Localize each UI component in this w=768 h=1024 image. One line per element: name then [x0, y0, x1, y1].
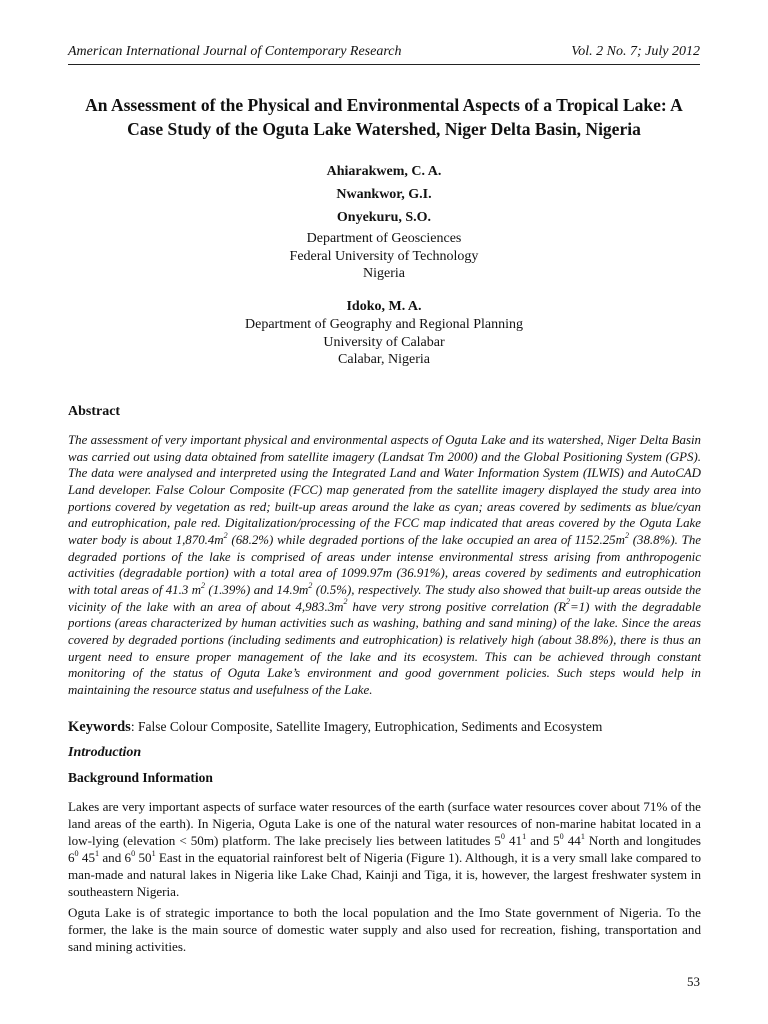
abstract-segment: (68.2%) while degraded portions of the lake occupied an area of 1152.25m	[227, 532, 625, 547]
page-number: 53	[687, 974, 700, 989]
affiliation-line: Department of Geography and Regional Planning	[245, 317, 523, 332]
superscript: 0	[500, 832, 505, 842]
header-rule	[68, 64, 700, 65]
author-name: Ahiarakwem, C. A.	[326, 164, 442, 179]
abstract-text	[68, 432, 701, 699]
superscript: 2	[308, 580, 313, 590]
abstract-segment: (38.8%). The degraded portions of the lake is comprised of areas under intense environmental stress arising from anthropogenic activities (degradable portion) with a total area of 1099.97m (36.91%), areas covered by sediments and eutrophication with total areas of 41.3 m	[68, 532, 702, 597]
abstract-segment: (1.39%) and 14.9m	[205, 582, 309, 597]
abstract-segment: have very strong positive correlation (R	[347, 599, 566, 614]
abstract-segment: =1) with the degradable portions (areas characterized by human activities such as washing, bathing and sand mining) of the lake. Since the areas covered by degraded portions (including sediments and eutrophication) is relatively high (about 38.8%), there is thus an urgent need to ensure proper management of the lake and its ecosystem. This can be achieved through constant monitoring of the status of Oguta Lake’s environment and good government policies. Such steps would help in maintaining the resource status and usefulness of the Lake.	[68, 599, 701, 697]
superscript: 0	[131, 849, 136, 859]
superscript: 2	[223, 530, 228, 540]
superscript: 2	[624, 530, 629, 540]
keywords-label: Keywords	[68, 719, 131, 735]
author-name: Onyekuru, S.O.	[336, 210, 432, 225]
keywords-text: : False Colour Composite, Satellite Imagery, Eutrophication, Sediments and Ecosystem	[130, 719, 603, 734]
title-line-1: An Assessment of the Physical and Environmental Aspects of a Tropical Lake: A	[85, 95, 683, 115]
superscript: 1	[95, 849, 100, 859]
superscript: 2	[566, 597, 570, 607]
introduction-heading: Introduction	[68, 745, 142, 760]
author-name: Idoko, M. A.	[346, 299, 422, 314]
paragraph-segment: and 6	[99, 850, 132, 866]
paragraph-segment: and 5	[526, 833, 560, 849]
paper-title	[74, 93, 694, 141]
abstract-segment: (0.5%), respectively. The study also showed that built-up areas outside the vicinity of the lake with an area of about 4,983.3m	[68, 582, 701, 614]
running-header	[68, 44, 700, 60]
title-line-2: Case Study of the Oguta Lake Watershed, Niger Delta Basin, Nigeria	[127, 119, 641, 139]
author-list	[0, 160, 768, 229]
affiliation-1	[0, 230, 768, 283]
superscript: 0	[559, 832, 564, 842]
abstract-segment: The assessment of very important physical and environmental aspects of Oguta Lake and its watershed, Niger Delta Basin was carried out using data obtained from satellite imagery (Landsat Tm 2000) and the Global Positioning System (GPS). The data were analysed and interpreted using the Integrated Land and Water Information System (ILWIS) and AutoCAD Land developer. False Colour Composite (FCC) map generated from the satellite imagery displayed the study area into portions covered by vegetation as red; built-up areas around the lake as cyan; areas covered by sediments as blue/cyan and eutrophication, pale red. Digitalization/processing of the FCC map indicated that areas covered by the Oguta Lake water body is about 1,870.4m	[68, 433, 701, 547]
superscript: 1	[522, 832, 527, 842]
affiliation-line: Federal University of Technology	[289, 248, 479, 264]
journal-name: American International Journal of Contemporary Research	[68, 44, 402, 59]
paragraph-segment: 50	[135, 850, 152, 866]
paragraph-segment: 45	[78, 850, 95, 866]
background-heading: Background Information	[68, 770, 213, 785]
paragraph-segment: North and longitudes 6	[68, 833, 701, 866]
affiliation-2	[0, 316, 768, 369]
body-paragraph-1	[68, 798, 701, 901]
superscript: 2	[343, 597, 348, 607]
keywords	[68, 719, 701, 736]
body-paragraph-2: Oguta Lake is of strategic importance to both the local population and the Imo State government of Nigeria. To the former, the lake is the main source of domestic water supply and also used for recreation, fishing, transportation and sand mining activities.	[68, 905, 701, 955]
paragraph-segment: 41	[504, 833, 523, 849]
affiliation-line: Calabar, Nigeria	[338, 352, 430, 367]
volume-info: Vol. 2 No. 7; July 2012	[571, 44, 700, 59]
superscript: 0	[74, 849, 79, 859]
superscript: 1	[580, 832, 585, 842]
paragraph-segment: East in the equatorial rainforest belt of Nigeria (Figure 1). Although, it is a very small lake compared to man-made and natural lakes in Nigeria like Lake Chad, Kainji and Tiga, it is, however, the largest freshwater system in southeastern Nigeria.	[68, 850, 702, 900]
superscript: 1	[151, 849, 156, 859]
paragraph-segment: Lakes are very important aspects of surface water resources of the earth (surface water resources cover about 71% of the land areas of the earth). In Nigeria, Oguta Lake is one of the natural water resources of non-marine habitat located in a low-lying (elevation < 50m) platform. The lake precisely lies between latitudes 5	[68, 799, 701, 849]
paragraph-segment: 44	[563, 833, 581, 849]
author-name: Nwankwor, G.I.	[336, 187, 432, 202]
abstract-heading: Abstract	[68, 404, 121, 419]
superscript: 2	[201, 580, 206, 590]
affiliation-line: Nigeria	[363, 266, 405, 281]
affiliation-line: University of Calabar	[323, 334, 445, 350]
affiliation-line: Department of Geosciences	[306, 231, 462, 246]
